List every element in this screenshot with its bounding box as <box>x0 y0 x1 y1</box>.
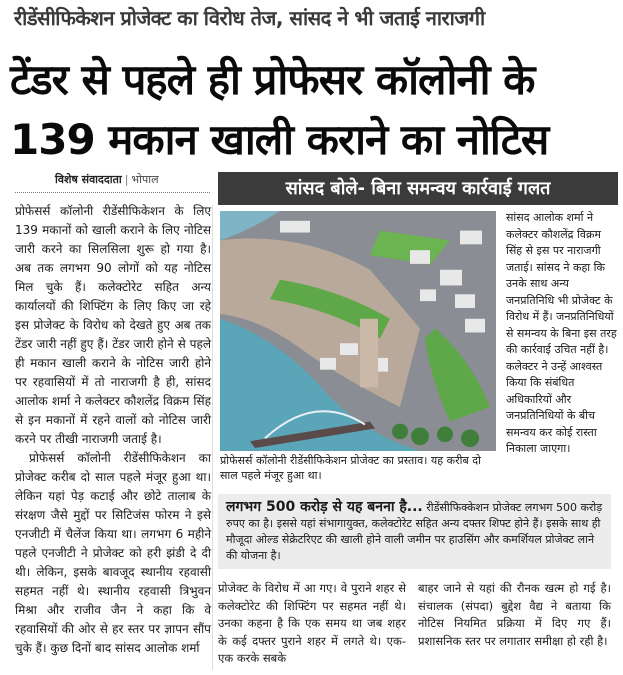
headline-line-2: 139 मकान खाली कराने का नोटिस <box>10 115 549 164</box>
sidebar-text: सांसद आलोक शर्मा ने कलेक्टर कौशलेंद्र विक्रम सिंह से इस पर नाराजगी जताई। सांसद ने कहा कि उनके साथ अन्य जनप्रतिनिधि भी प्रोजेक्ट के विरोध में हैं। जनप्रतिनिधियों से समन्वय के बिना इस तरह की कार्रवाई उचित नहीं है। कलेक्टर ने उन्हें आश्वस्त किया कि संबंधित अधिकारियों और जनप्रतिनिधियों के बीच समन्वय कर कोई रास्ता निकाला जाएगा। <box>506 211 617 455</box>
sidebar-heading: सांसद बोले- बिना समन्वय कार्रवाई गलत <box>218 172 618 205</box>
byline <box>55 172 205 187</box>
bottom-column-2: बाहर जाने से यहां की रौनक खत्म हो गई है। संचालक (संपदा) बुद्देश वैद्य ने बताया कि नोटिस नियमित प्रक्रिया में दिए गए हैं। प्रशासनिक स्तर पर लगातार समीक्षा हो रही है। <box>418 581 611 648</box>
headline-line-1: टेंडर से पहले ही प्रोफेसर कॉलोनी के <box>10 55 535 104</box>
info-box <box>218 494 611 569</box>
byline-author: विशेष संवाददाता <box>55 173 122 186</box>
left-column <box>15 202 211 658</box>
paragraph: प्रोफेसर्स कॉलोनी रीडेंसीफिकेशन का प्रोजेक्ट करीब दो साल पहले मंजूर हुआ था। लेकिन यहां पेड़ कटाई और छोटे तालाब के संरक्षण जैसे मुद्दों पर सिटिजंस फोरम ने इसे एनजीटी में चैलेंज किया था। लगभग 6 महीने पहले एनजीटी ने प्रोजेक्ट को हरी झंडी दे दी थी। लेकिन, इसके बावजूद स्थानीय रहवासी सहमत नहीं थे। स्थानीय रहवासी त्रिभुवन मिश्रा और राजीव जैन ने कहा कि वे रहवासियों की ओर से हर स्तर पर ज्ञापन सौंप चुके हैं। कुछ दिनों बाद सांसद आलोक शर्मा <box>15 451 211 655</box>
photo-caption: प्रोफेसर्स कॉलोनी रीडेंसीफिकेशन प्रोजेक्ट का प्रस्ताव। यह करीब दो साल पहले मंजूर हुआ था। <box>220 453 500 483</box>
bottom-column-1: प्रोजेक्ट के विरोध में आ गए। वे पुराने शहर से कलेक्टोरेट की शिफ्टिंग पर सहमत नहीं थे। उनका कहना है कि एक समय था जब शहर के कई दफ्तर पुराने शहर में लगते थे। एक-एक करके सबके <box>218 581 406 665</box>
project-rendering-image <box>220 211 496 451</box>
info-box-text: रीडेंसीफिक्केशन प्रोजेक्ट लगभग 500 करोड़ रुपए का है। इससे यहां संभागायुक्त, कलेक्टोरेट सहित अन्य दफ्तर शिफ्ट होने हैं। इसके साथ ही मौजूदा ओल्ड सेक्रेटरिएट की खाली होने वाली जमीन पर हाउसिंग और कमर्शियल प्रोजेक्ट लाने की योजना है। <box>226 501 603 562</box>
column-rule <box>212 205 213 670</box>
divider <box>15 192 210 193</box>
info-box-heading: लगभग 500 करोड़ से यह बनना है... <box>226 499 423 515</box>
byline-location: भोपाल <box>131 173 159 186</box>
paragraph: प्रोफेसर्स कॉलोनी रीडेंसीफिकेशन के लिए 139 मकानों को खाली कराने के लिए नोटिस जारी करने का सिलसिला शुरू हो गया है। अब तक लगभग 90 लोगों को यह नोटिस मिल चुके हैं। कलेक्टोरेट सहित अन्य कार्यालयों की शिफ्टिंग के लिए किए जा रहे इस प्रोजेक्ट के विरोध को देखते हुए अब तक टेंडर जारी नहीं हुए हैं। टेंडर जारी होने से पहले ही मकान खाली कराने के नोटिस जारी होने पर रहवासियों में तो नाराजगी है ही, सांसद आलोक शर्मा ने कलेक्टर कौशलेंद्र विक्रम सिंह से इन मकानों में रहने वालों को नोटिस जारी करने पर तीखी नाराजगी जताई है। <box>15 204 211 446</box>
byline-separator: | <box>124 173 129 186</box>
kicker-headline: रीडेंसीफिकेशन प्रोजेक्ट का विरोध तेज, सांसद ने भी जताई नाराजगी <box>14 6 485 30</box>
